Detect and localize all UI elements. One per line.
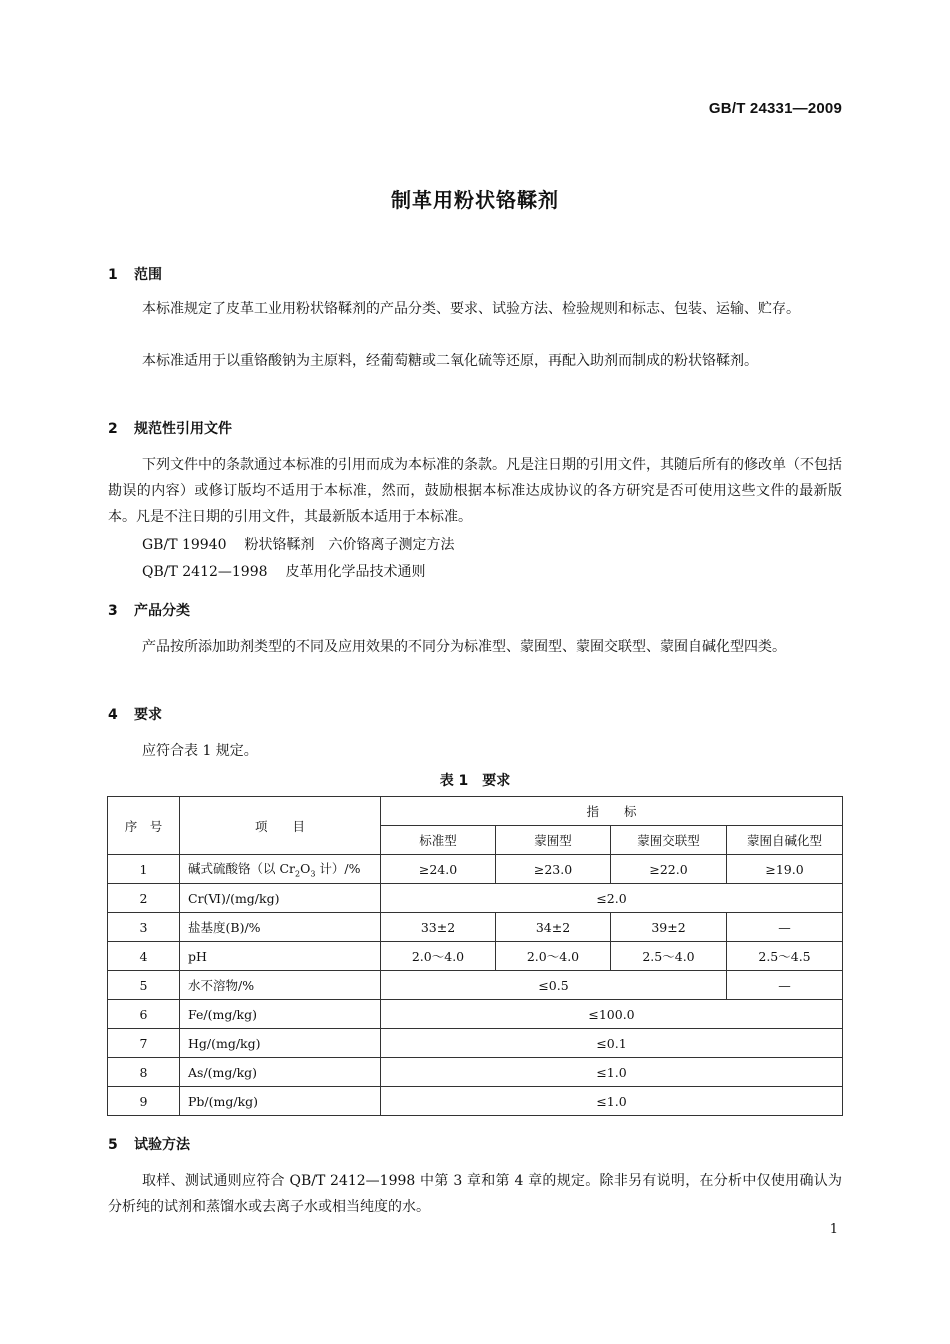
row-value: ≤0.5 (381, 971, 727, 1000)
header-type: 蒙囿自碱化型 (727, 826, 843, 855)
table-row (108, 913, 843, 942)
row-seq: 2 (108, 884, 180, 913)
row-value: ≤100.0 (381, 1000, 843, 1029)
row-value: ≤1.0 (381, 1058, 843, 1087)
reference-code: GB/T 19940 (142, 537, 227, 553)
standard-number: GB/T 24331—2009 (708, 100, 842, 117)
section-4-para: 应符合表 1 规定。 (142, 743, 258, 759)
row-value: — (727, 971, 843, 1000)
row-item: Fe/(mg/kg) (180, 1000, 381, 1029)
section-3-para: 产品按所添加助剂类型的不同及应用效果的不同分为标准型、蒙囿型、蒙囿交联型、蒙囿自碱化型四类。 (142, 639, 786, 655)
section-number: 4 (108, 707, 118, 723)
row-seq: 4 (108, 942, 180, 971)
reference-2 (142, 561, 426, 581)
row-seq: 1 (108, 855, 180, 884)
table-row (108, 1000, 843, 1029)
subscript: 3 (310, 869, 316, 879)
section-2-para: 下列文件中的条款通过本标准的引用而成为本标准的条款。凡是注日期的引用文件，其随后所有的修改单（不包括勘误的内容）或修订版均不适用于本标准，然而，鼓励根据本标准达成协议的各方研究是否可使用这些文件的最新版本。凡是不注日期的引用文件，其最新版本适用于本标准。 (108, 457, 842, 525)
table-row (108, 884, 843, 913)
header-item: 项 目 (180, 797, 381, 855)
row-value: 2.0～4.0 (381, 942, 496, 971)
header-seq: 序 号 (108, 797, 180, 855)
row-seq: 7 (108, 1029, 180, 1058)
row-value: — (727, 913, 843, 942)
reference-code: QB/T 2412—1998 (142, 564, 268, 580)
row-item: pH (180, 942, 381, 971)
section-5-para: 取样、测试通则应符合 QB/T 2412—1998 中第 3 章和第 4 章的规定。除非另有说明，在分析中仅使用确认为分析纯的试剂和蒸馏水或去离子水或相当纯度的水。 (108, 1173, 842, 1215)
table-header-row (108, 797, 843, 826)
row-seq: 8 (108, 1058, 180, 1087)
row-value: 33±2 (381, 913, 496, 942)
table-row (108, 942, 843, 971)
row-value: 2.0～4.0 (496, 942, 611, 971)
table-row (108, 855, 843, 884)
row-value: 2.5～4.0 (611, 942, 727, 971)
row-value: 2.5～4.5 (727, 942, 843, 971)
section-1-para-1: 本标准规定了皮革工业用粉状铬鞣剂的产品分类、要求、试验方法、检验规则和标志、包装、运输、贮存。 (142, 301, 800, 317)
table-row (108, 1029, 843, 1058)
row-value: ≥24.0 (381, 855, 496, 884)
table-row (108, 971, 843, 1000)
section-4-heading (108, 704, 162, 724)
row-value: ≥22.0 (611, 855, 727, 884)
section-1-heading (108, 264, 162, 284)
section-number: 1 (108, 267, 118, 283)
table-row (108, 1058, 843, 1087)
section-title: 规范性引用文件 (134, 421, 232, 437)
row-item: As/(mg/kg) (180, 1058, 381, 1087)
reference-title: 皮革用化学品技术通则 (285, 564, 426, 580)
table-row (108, 1087, 843, 1116)
row-value: 34±2 (496, 913, 611, 942)
row-value: ≥19.0 (727, 855, 843, 884)
header-type: 蒙囿型 (496, 826, 611, 855)
row-item: Cr(Ⅵ)/(mg/kg) (180, 884, 381, 913)
section-3-heading (108, 600, 190, 620)
section-title: 范围 (134, 267, 162, 283)
item-text: 碱式硫酸铬（以 Cr (188, 861, 296, 877)
section-number: 2 (108, 421, 118, 437)
section-2-heading (108, 418, 232, 438)
row-seq: 3 (108, 913, 180, 942)
section-title: 产品分类 (134, 603, 190, 619)
row-value: ≤0.1 (381, 1029, 843, 1058)
reference-title: 粉状铬鞣剂 六价铬离子测定方法 (244, 537, 455, 553)
row-item: Hg/(mg/kg) (180, 1029, 381, 1058)
row-value: ≤2.0 (381, 884, 843, 913)
table-caption: 表 1 要求 (439, 773, 511, 789)
section-title: 要求 (134, 707, 162, 723)
header-indicator: 指 标 (381, 797, 843, 826)
section-number: 5 (108, 1137, 118, 1153)
section-1-para-2: 本标准适用于以重铬酸钠为主原料，经葡萄糖或二氧化硫等还原，再配入助剂而制成的粉状铬鞣剂。 (142, 353, 758, 369)
reference-1 (142, 534, 455, 554)
header-type: 标准型 (381, 826, 496, 855)
row-item (180, 855, 381, 884)
section-title: 试验方法 (134, 1137, 190, 1153)
document-title: 制革用粉状铬鞣剂 (391, 188, 559, 212)
header-type: 蒙囿交联型 (611, 826, 727, 855)
row-seq: 9 (108, 1087, 180, 1116)
row-value: 39±2 (611, 913, 727, 942)
row-seq: 6 (108, 1000, 180, 1029)
page-number: 1 (829, 1222, 838, 1237)
requirements-table (107, 796, 843, 1116)
item-text: O (300, 861, 311, 877)
row-value: ≤1.0 (381, 1087, 843, 1116)
section-number: 3 (108, 603, 118, 619)
row-item: Pb/(mg/kg) (180, 1087, 381, 1116)
row-item: 水不溶物/% (180, 971, 381, 1000)
subscript: 2 (295, 869, 301, 879)
row-item: 盐基度(B)/% (180, 913, 381, 942)
row-value: ≥23.0 (496, 855, 611, 884)
row-seq: 5 (108, 971, 180, 1000)
item-text: 计）/% (315, 861, 361, 877)
section-5-heading (108, 1134, 190, 1154)
